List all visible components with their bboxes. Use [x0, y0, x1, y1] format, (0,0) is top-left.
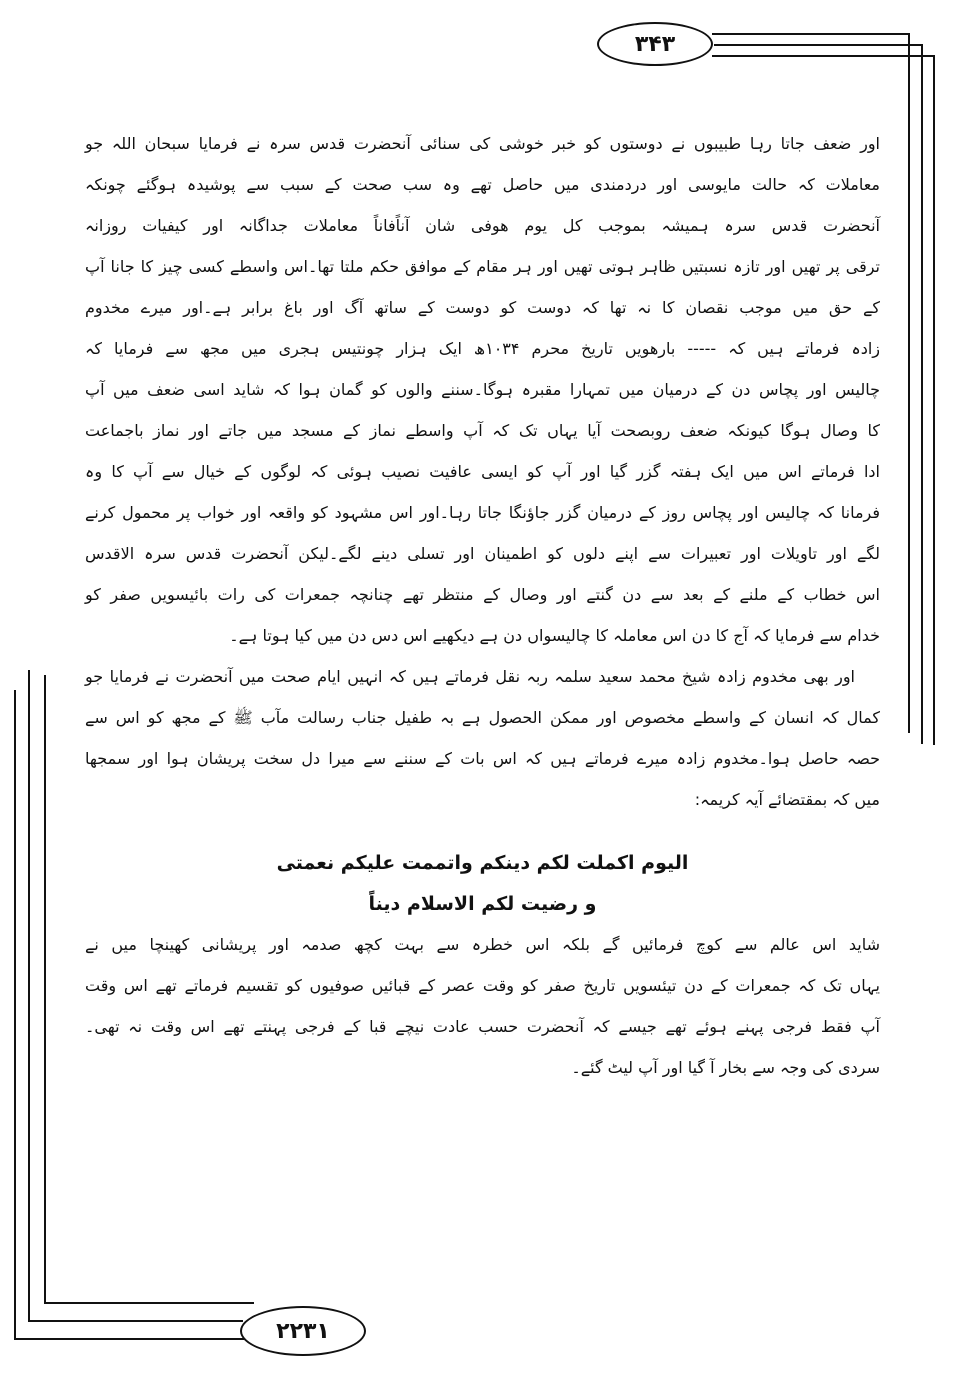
text-line: کمال کہ انسان کے واسطے مخصوص اور ممکن الحصول ہے بہ طفیل جناب رسالت مآب ﷺ کے مجھ کو اس سے	[85, 708, 880, 727]
text-line: معاملات کہ حالت مایوسی اور دردمندی میں حاصل تھے وہ سب صحت کے سبب سے پوشیدہ ہوگئے چونکہ	[85, 175, 880, 194]
frame-bottom-line-1	[44, 1302, 254, 1304]
text-line: یہاں تک کہ جمعرات کے دن تیئسویں تاریخ صفر کو وقت عصر کے قبائیں صوفیوں کو تقسیم فرماتے تھے اس وقت	[85, 976, 880, 995]
text-line: اور ضعف جاتا رہا طبیبوں نے دوستوں کو خبر خوشی کی سنائی آنحضرت قدس سرہ نے فرمایا سبحان اللہ جو	[85, 134, 880, 153]
text-line: اس خطاب کے ملنے کے بعد سے دن گنتے اور وصال کے منتظر تھے چنانچہ جمعرات کی رات بائیسویں صفر کو	[85, 585, 880, 604]
text-line: خدام سے فرمایا کہ آج کا دن اس معاملہ کا چالیسواں دن ہے دیکھیے اس دس دن میں کیا ہوتا ہے۔	[229, 626, 880, 645]
frame-top-line-1	[712, 33, 910, 35]
frame-bottom-line-3	[14, 1338, 244, 1340]
frame-right-line-2	[921, 44, 923, 744]
frame-left-line-3	[44, 675, 46, 1303]
text-line: کا وصال ہوگا کیونکہ ضعف روبصحت آیا یہاں تک کہ آپ واسطے نماز کے مسجد میں جاتے اور نماز باجماعت	[85, 421, 880, 440]
text-line: آنحضرت قدس سرہ ہمیشہ بموجب کل یوم ھوفی شان آناًفاناً معاملات جداگانہ اور کیفیات روزانہ	[85, 216, 880, 235]
text-line: شاید اس عالم سے کوچ فرمائیں گے بلکہ اس خطرہ سے بہت کچھ صدمہ اور پریشانی کھینچا میں نے	[85, 935, 880, 954]
body-text	[85, 124, 880, 1089]
frame-right-line-3	[933, 55, 935, 745]
text-line: کے حق میں موجب نقصان کا نہ تھا کہ دوست کو دوست کے ساتھ آگ اور باغ برابر ہے۔اور میرے مخدوم	[85, 298, 880, 317]
text-line: ادا فرماتے اس میں ایک ہفتہ گزر گیا اور آپ کو ایسی عافیت نصیب ہوئی کہ لوگوں کے خیال سے آپ کا وہ	[85, 462, 880, 481]
frame-left-line-1	[14, 690, 16, 1340]
frame-top-line-3	[712, 55, 934, 57]
page-number-bottom: ۲۲۳۱	[240, 1306, 366, 1356]
page-number-top: ۳۴۳	[597, 22, 713, 66]
spacer	[85, 821, 880, 843]
frame-top-line-2	[714, 44, 922, 46]
frame-left-line-2	[28, 670, 30, 1320]
text-line: ترقی پر تھیں اور تازہ نسبتیں ظاہر ہوتی تھیں اور ہر مقام کے موافق حکم ملتا تھا۔اس واسطے کسی چیز کا جانا آپ	[85, 257, 880, 276]
text-line: حصہ حاصل ہوا۔مخدوم زادہ میرے فرماتے ہیں کہ اس بات کے سننے سے میرا دل سخت پریشان ہوا اور سمجھا	[85, 749, 880, 768]
text-line: لگے اور تاویلات اور تعبیرات سے اپنے دلوں کو اطمینان اور تسلی دینے لگے۔لیکن آنحضرت قدس سرہ الاقدس	[85, 544, 880, 563]
frame-right-line-1	[908, 33, 910, 733]
quran-verse-line: الیوم اکملت لکم دینکم واتممت علیکم نعمتی	[276, 852, 689, 874]
text-line: زادہ فرماتے ہیں کہ ----- بارھویں تاریخ محرم ۱۰۳۴ھ ایک ہزار چونتیس ہجری میں مجھ سے فرمایا کہ	[85, 339, 880, 358]
text-line: میں کہ بمقتضائے آیہ کریمہ:	[694, 790, 880, 809]
text-line: اور بھی مخدوم زادہ شیخ محمد سعید سلمہ ربہ نقل فرماتے ہیں کہ انہیں ایام صحت میں آنحضرت نے فرمایا جو	[85, 667, 855, 686]
quran-verse-line: و رضیت لکم الاسلام دیناً	[368, 893, 597, 915]
text-line: چالیس اور پچاس دن کے درمیان میں تمہارا مقبرہ ہوگا۔سننے والوں کو گمان ہوا کہ شاید اسی ضعف میں آپ	[85, 380, 880, 399]
text-line: فرمانا کہ چالیس اور پچاس روز کے درمیان گزر جاؤنگا جاتا رہا۔اور اس مشہود کو واقعہ اور خواب پر محمول کرنے	[85, 503, 880, 522]
text-line: آپ فقط فرجی پہنے ہوئے تھے جیسے کہ آنحضرت حسب عادت نیچے قبا کے فرجی پہنتے تھے اس وقت نہ تھی۔	[85, 1017, 881, 1036]
frame-bottom-line-2	[28, 1320, 243, 1322]
text-line: سردی کی وجہ سے بخار آ گیا اور آپ لیٹ گئے۔	[571, 1058, 880, 1077]
